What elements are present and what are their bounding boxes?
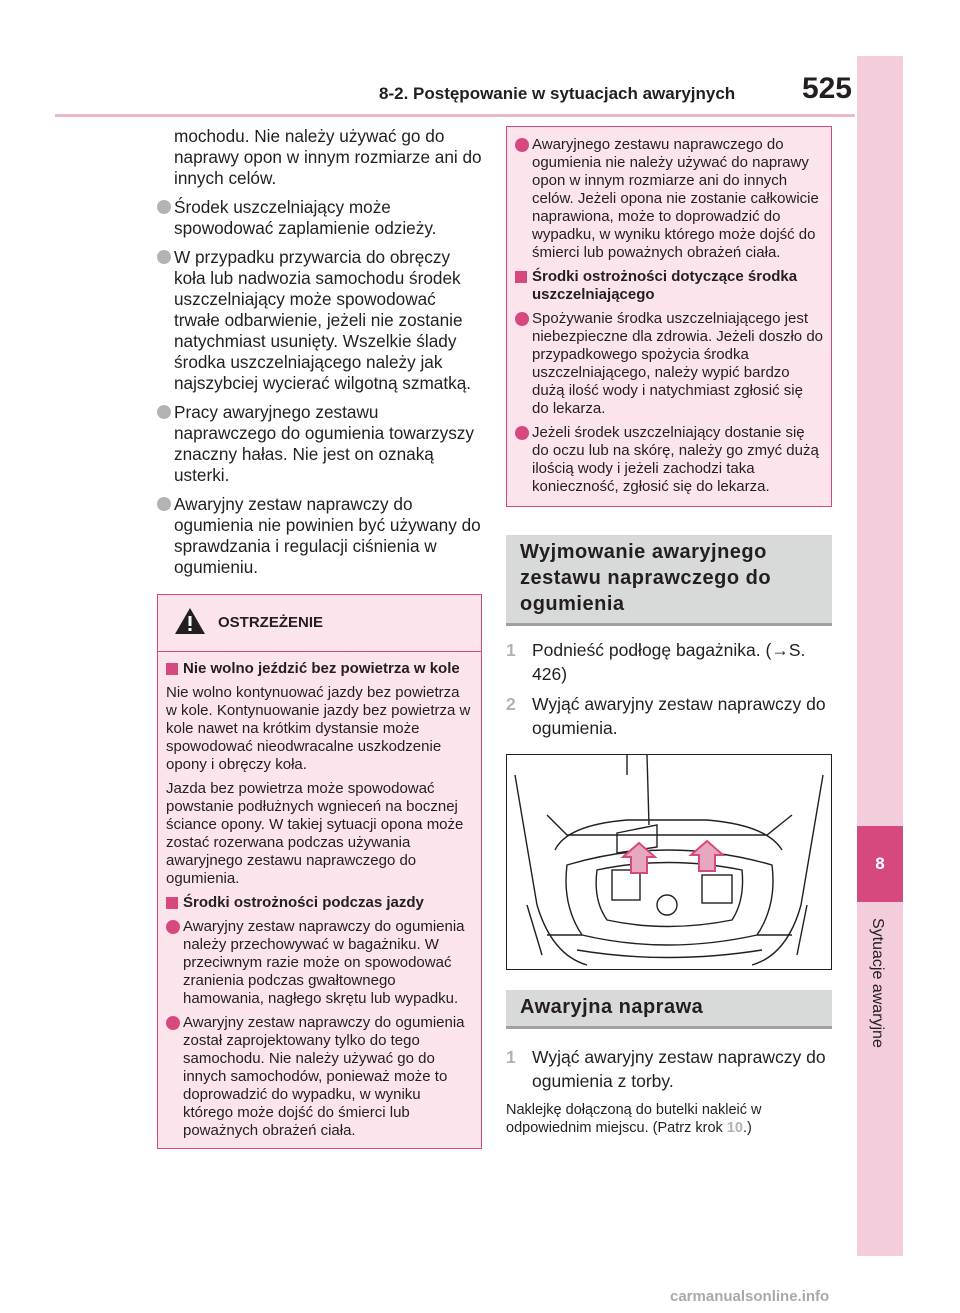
section-title: 8-2. Postępowanie w sytuacjach awaryjnych xyxy=(379,84,736,103)
warning-box xyxy=(157,594,482,1149)
page-number: 525 xyxy=(801,72,852,105)
page-header xyxy=(157,72,854,106)
chapter-side-tab xyxy=(857,56,903,1256)
list-item: Awaryjny zestaw naprawczy do ogumienia nie powinien być używany do sprawdzania i regulacji ciśnienia w ogumieniu. xyxy=(157,494,482,578)
list-item: Awaryjny zestaw naprawczy do ogumienia został zaprojektowany tylko do tego samochodu. Nie należy używać go do innych samochodów, ponieważ może to doprowadzić do wypadku, w wyniku którego może dojść do śmierci lub poważnych obrażeń ciała. xyxy=(166,1014,473,1140)
square-bullet-icon xyxy=(166,897,178,909)
watermark: carmanualsonline.info xyxy=(670,1288,830,1305)
right-column xyxy=(506,126,832,1137)
trunk-drawing xyxy=(507,755,831,969)
list-item: Pracy awaryjnego zestawu naprawczego do ogumienia towarzyszy znaczny hałas. Nie jest on oznaką usterki. xyxy=(157,402,482,486)
bullet-icon xyxy=(157,497,171,511)
bullet-icon xyxy=(166,920,180,934)
list-item: Środek uszczelniający może spowodować zaplamienie odzieży. xyxy=(157,197,482,239)
step-number: 1 xyxy=(506,640,516,660)
section-heading: Awaryjna naprawa xyxy=(506,990,832,1029)
warning-triangle-icon xyxy=(174,607,206,635)
warning-subheading: Środki ostrożności podczas jazdy xyxy=(166,894,473,912)
bullet-icon xyxy=(515,426,529,440)
warning-subheading: Środki ostrożności dotyczące środka uszczelniającego xyxy=(515,268,823,304)
warning-header xyxy=(158,595,481,652)
warning-body xyxy=(158,652,481,1148)
list-item: Spożywanie środka uszczelniającego jest niebezpieczne dla zdrowia. Jeżeli doszło do przypadkowego spożycia środka uszczelniającego, należy wypić bardzo dużą ilość wody i natychmiast zgłosić się do lekarza. xyxy=(515,310,823,418)
chapter-number: 8 xyxy=(857,826,903,902)
square-bullet-icon xyxy=(166,663,178,675)
continued-text: mochodu. Nie należy używać go do naprawy opon w innym rozmiarze ani do innych celów. xyxy=(174,126,482,188)
header-rule xyxy=(55,114,855,117)
warning-paragraph: Jazda bez powietrza może spowodować powstanie podłużnych wgnieceń na bocznej ściance opony. W takiej sytuacji opona może zostać rozerwana podczas używania awaryjnego zestawu naprawczego do ogumienia. xyxy=(166,780,464,887)
list-item: Jeżeli środek uszczelniający dostanie się do oczu lub na skórę, należy go zmyć dużą ilością wody i jeżeli zachodzi taka konieczność, zgłosić się do lekarza. xyxy=(515,424,823,496)
step-item: 1 Wyjąć awaryjny zestaw naprawczy do ogumienia z torby. xyxy=(506,1047,826,1091)
trunk-illustration xyxy=(506,754,832,970)
section-heading: Wyjmowanie awaryjnego zestawu naprawczego do ogumienia xyxy=(506,535,832,626)
step-reference: 10 xyxy=(726,1120,743,1136)
list-item: Awaryjnego zestawu naprawczego do ogumienia nie należy używać do naprawy opon w innym rozmiarze ani do innych celów. Jeżeli opona nie zostanie całkowicie naprawiona, może to doprowadzić do wypadku, w wyniku którego może dojść do śmierci lub poważnych obrażeń ciała. xyxy=(515,136,823,262)
chapter-title: Sytuacje awaryjne xyxy=(869,918,886,1048)
list-item: W przypadku przywarcia do obręczy koła lub nadwozia samochodu środek uszczelniający może spowodować trwałe odbarwienie, jeżeli nie zostanie natychmiast usunięty. Wszelkie ślady środka uszczelniającego należy jak najszybciej wycierać wilgotną szmatką. xyxy=(157,247,482,394)
bullet-icon xyxy=(157,250,171,264)
bullet-icon xyxy=(515,138,529,152)
bullet-icon xyxy=(157,405,171,419)
step-item: 2 Wyjąć awaryjny zestaw naprawczy do ogumienia. xyxy=(506,694,826,738)
warning-paragraph: Nie wolno kontynuować jazdy bez powietrza w kole. Kontynuowanie jazdy bez powietrza w kole nawet na krótkim dystansie może spowodować nieodwracalne uszkodzenie opony i obręczy koła. xyxy=(166,684,471,773)
note-text: Naklejkę dołączoną do butelki nakleić w odpowiednim miejscu. (Patrz krok 10.) xyxy=(506,1102,762,1136)
step-item: 1 Podnieść podłogę bagażnika. (→S. 426) xyxy=(506,640,806,684)
arrow-icons xyxy=(623,841,723,873)
bullet-icon xyxy=(515,312,529,326)
left-column xyxy=(157,126,482,1149)
warning-subheading: Nie wolno jeździć bez powietrza w kole xyxy=(166,660,473,678)
list-item: Awaryjny zestaw naprawczy do ogumienia należy przechowywać w bagażniku. W przeciwnym razie może on spowodować zranienia podczas gwałtownego hamowania, nagłego skrętu lub wypadku. xyxy=(166,918,473,1008)
step-number: 1 xyxy=(506,1047,516,1067)
warning-continued-box xyxy=(506,126,832,507)
bullet-icon xyxy=(166,1016,180,1030)
step-number: 2 xyxy=(506,694,516,714)
bullet-icon xyxy=(157,200,171,214)
square-bullet-icon xyxy=(515,271,527,283)
warning-title: OSTRZEŻENIE xyxy=(218,614,324,631)
